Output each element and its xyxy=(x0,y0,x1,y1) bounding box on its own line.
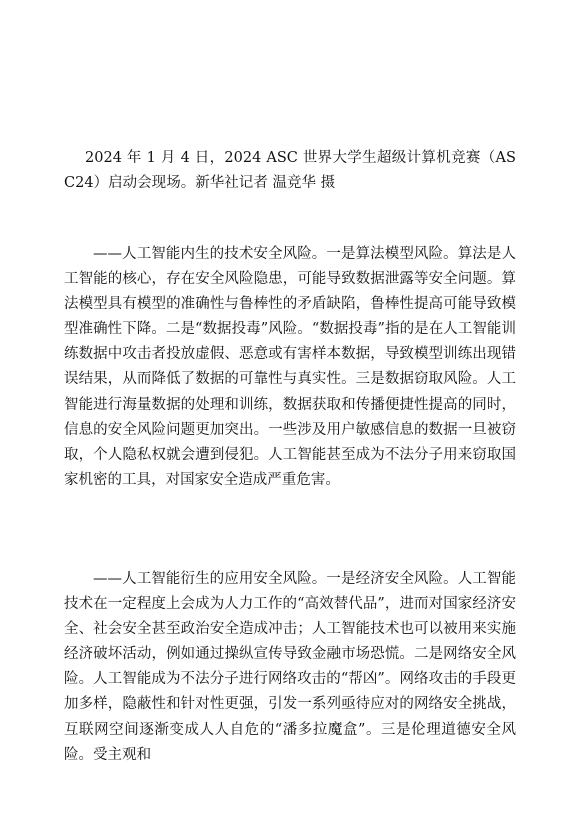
paragraph-technical-risk: ——人工智能内生的技术安全风险。一是算法模型风险。算法是人工智能的核心，存在安全风险隐患，可能导致数据泄露等安全问题。算法模型具有模型的准确性与鲁棒性的矛盾缺陷，鲁棒性提高可能导致模型准确性下降。二是“数据投毒”风险。“数据投毒”指的是在人工智能训练数据中攻击者投放虚假、恶意或有害样本数据，导致模型训练出现错误结果，从而降低了数据的可靠性与真实性。三是数据窃取风险。人工智能进行海量数据的处理和训练，数据获取和传播便捷性提高的同时，信息的安全风险问题更加突出。一些涉及用户敏感信息的数据一旦被窃取，个人隐私权就会遭到侵犯。人工智能甚至成为不法分子用来窃取国家机密的工具，对国家安全造成严重危害。 xyxy=(64,246,516,488)
paragraph-application-risk: ——人工智能衍生的应用安全风险。一是经济安全风险。人工智能技术在一定程度上会成为人力工作的“高效替代品”，进而对国家经济安全、社会安全甚至政治安全造成冲击；人工智能技术也可以被用来实施经济破坏活动，例如通过操纵宣传导致金融市场恐慌。二是网络安全风险。人工智能成为不法分子进行网络攻击的“帮凶”。网络攻击的手段更加多样，隐蔽性和针对性更强，引发一系列亟待应对的网络安全挑战，互联网空间逐渐变成人人自危的“潘多拉魔盒”。三是伦理道德安全风险。受主观和 xyxy=(64,571,516,763)
photo-caption: 2024 年 1 月 4 日，2024 ASC 世界大学生超级计算机竞赛（ASC24）启动会现场。新华社记者 温竞华 摄 xyxy=(64,150,516,192)
